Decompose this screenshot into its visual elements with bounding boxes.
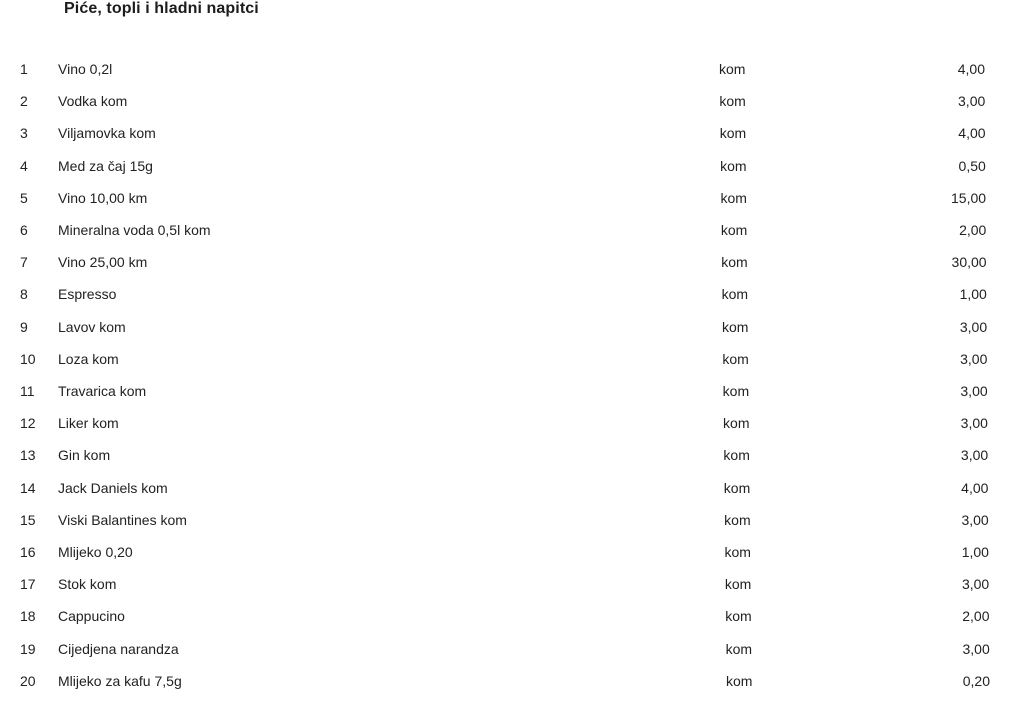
item-number: 14 [20, 479, 36, 496]
list-item [0, 512, 1024, 534]
list-item [0, 125, 1024, 147]
list-item [0, 480, 1024, 502]
list-item [0, 383, 1024, 405]
item-unit: kom [723, 447, 750, 464]
item-name: Vino 10,00 km [58, 189, 148, 206]
item-price: 3,00 [962, 640, 990, 657]
page-title: Piće, topli i hladni napitci [64, 0, 259, 17]
item-name: Viljamovka kom [58, 125, 156, 142]
item-price: 3,00 [961, 576, 990, 593]
item-price: 30,00 [951, 254, 987, 271]
item-name: Mlijeko za kafu 7,5g [58, 672, 182, 689]
item-unit: kom [725, 640, 753, 657]
item-price: 2,00 [962, 608, 990, 625]
list-item [0, 222, 1024, 244]
list-item [0, 544, 1024, 566]
item-name: Loza kom [58, 350, 119, 367]
list-item [0, 286, 1024, 308]
item-price: 2,00 [959, 222, 987, 238]
item-name: Cappucino [58, 608, 125, 625]
list-item [0, 158, 1024, 180]
item-number: 4 [20, 157, 28, 174]
item-number: 5 [20, 189, 28, 206]
item-number: 2 [20, 93, 28, 110]
item-name: Lavov kom [58, 318, 126, 335]
list-item [0, 61, 1024, 83]
item-price: 3,00 [959, 318, 988, 335]
item-unit: kom [722, 383, 750, 399]
item-number: 8 [20, 286, 28, 303]
list-item [0, 351, 1024, 373]
item-number: 10 [20, 350, 36, 367]
item-number: 17 [20, 576, 36, 593]
item-unit: kom [723, 479, 751, 496]
item-price: 0,50 [958, 157, 986, 174]
item-unit: kom [726, 672, 753, 689]
item-name: Vino 25,00 km [58, 254, 148, 271]
list-item [0, 190, 1024, 212]
item-unit: kom [721, 318, 749, 335]
item-name: Travarica kom [58, 383, 147, 399]
list-item [0, 415, 1024, 437]
item-unit: kom [719, 125, 747, 142]
item-price: 3,00 [961, 511, 989, 528]
item-unit: kom [721, 286, 749, 303]
item-unit: kom [719, 61, 746, 77]
item-price: 3,00 [960, 415, 988, 432]
list-item [0, 641, 1024, 663]
item-number: 12 [20, 415, 36, 432]
list-item [0, 319, 1024, 341]
item-unit: kom [719, 93, 746, 110]
item-unit: kom [725, 608, 752, 625]
item-unit: kom [720, 189, 747, 206]
item-price: 15,00 [951, 189, 987, 206]
list-item [0, 447, 1024, 469]
item-number: 13 [20, 447, 36, 464]
item-price: 3,00 [960, 447, 989, 464]
item-name: Mineralna voda 0,5l kom [58, 222, 211, 238]
item-number: 11 [20, 383, 35, 399]
item-name: Cijedjena narandza [58, 640, 179, 657]
item-number: 9 [20, 318, 28, 335]
item-name: Stok kom [58, 576, 117, 593]
item-price: 3,00 [960, 383, 988, 399]
item-price: 4,00 [961, 479, 989, 496]
list-item [0, 673, 1024, 695]
item-number: 1 [20, 61, 28, 77]
list-item [0, 576, 1024, 598]
item-price: 1,00 [961, 544, 989, 560]
item-name: Mlijeko 0,20 [58, 544, 133, 560]
list-item [0, 608, 1024, 630]
item-price: 0,20 [962, 672, 990, 689]
item-number: 15 [20, 511, 36, 528]
item-number: 18 [20, 608, 36, 625]
item-number: 19 [20, 640, 36, 657]
item-unit: kom [724, 511, 751, 528]
item-price: 4,00 [958, 125, 986, 142]
item-unit: kom [723, 415, 750, 432]
item-name: Gin kom [58, 447, 111, 464]
item-number: 20 [20, 672, 36, 689]
item-unit: kom [724, 544, 751, 560]
list-item [0, 93, 1024, 115]
item-number: 3 [20, 125, 28, 142]
item-number: 7 [20, 254, 28, 271]
item-unit: kom [724, 576, 752, 593]
item-unit: kom [720, 222, 748, 238]
item-unit: kom [722, 350, 749, 367]
item-name: Vino 0,2l [58, 61, 113, 77]
item-name: Espresso [58, 286, 117, 303]
item-name: Jack Daniels kom [58, 479, 168, 496]
item-price: 3,00 [960, 350, 988, 367]
list-item [0, 254, 1024, 276]
item-price: 1,00 [959, 286, 987, 303]
item-name: Med za čaj 15g [58, 157, 153, 174]
item-unit: kom [721, 254, 748, 271]
item-name: Liker kom [58, 415, 119, 432]
item-name: Vodka kom [58, 93, 128, 110]
item-unit: kom [720, 157, 747, 174]
item-price: 3,00 [958, 93, 986, 110]
item-number: 16 [20, 544, 36, 560]
item-price: 4,00 [957, 61, 985, 77]
item-number: 6 [20, 222, 28, 238]
item-name: Viski Balantines kom [58, 511, 187, 528]
